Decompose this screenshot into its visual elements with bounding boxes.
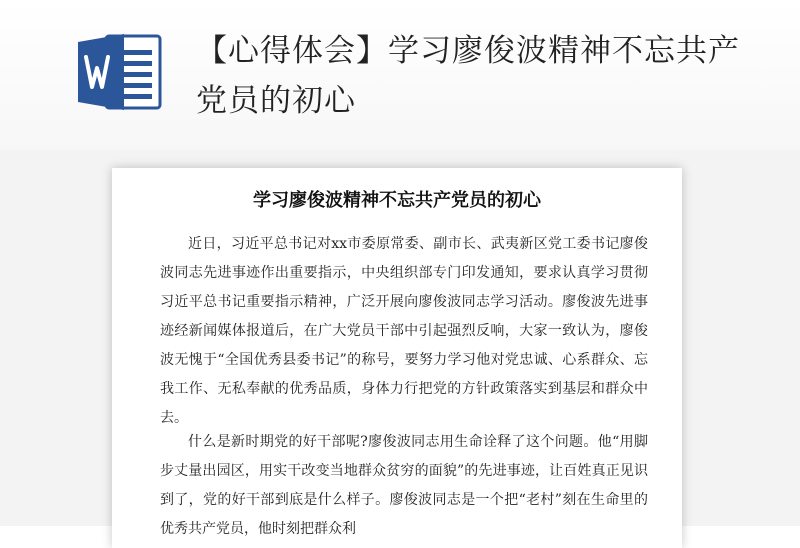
word-document-icon <box>76 32 164 112</box>
document-title: 【心得体会】学习廖俊波精神不忘共产党员的初心 <box>196 33 740 119</box>
document-page <box>112 168 682 548</box>
paragraph-1: 近日，习近平总书记对xx市委原常委、副市长、武夷新区党工委书记廖俊波同志先进事迹作出重要指示，中央组织部专门印发通知，要求认真学习贯彻习近平总书记重要指示精神，广泛开展向廖俊波同志学习活动。廖俊波先进事迹经新闻媒体报道后，在广大党员干部中引起强烈反响，大家一致认为，廖俊波无愧于“全国优秀县委书记”的称号，要努力学习他对党忠诚、心系群众、忘我工作、无私奉献的优秀品质，身体力行把党的方针政策落实到基层和群众中去。 <box>160 236 648 426</box>
paragraph-2: 什么是新时期党的好干部呢?廖俊波同志用生命诠释了这个问题。他“用脚步丈量出园区，用实干改变当地群众贫穷的面貌”的先进事迹，让百姓真正见识到了，党的好干部到底是什么样子。廖俊波同志是一个把“老村”刻在生命里的优秀共产党员，他时刻把群众利 <box>160 434 648 537</box>
page-heading: 学习廖俊波精神不忘共产党员的初心 <box>253 190 541 211</box>
